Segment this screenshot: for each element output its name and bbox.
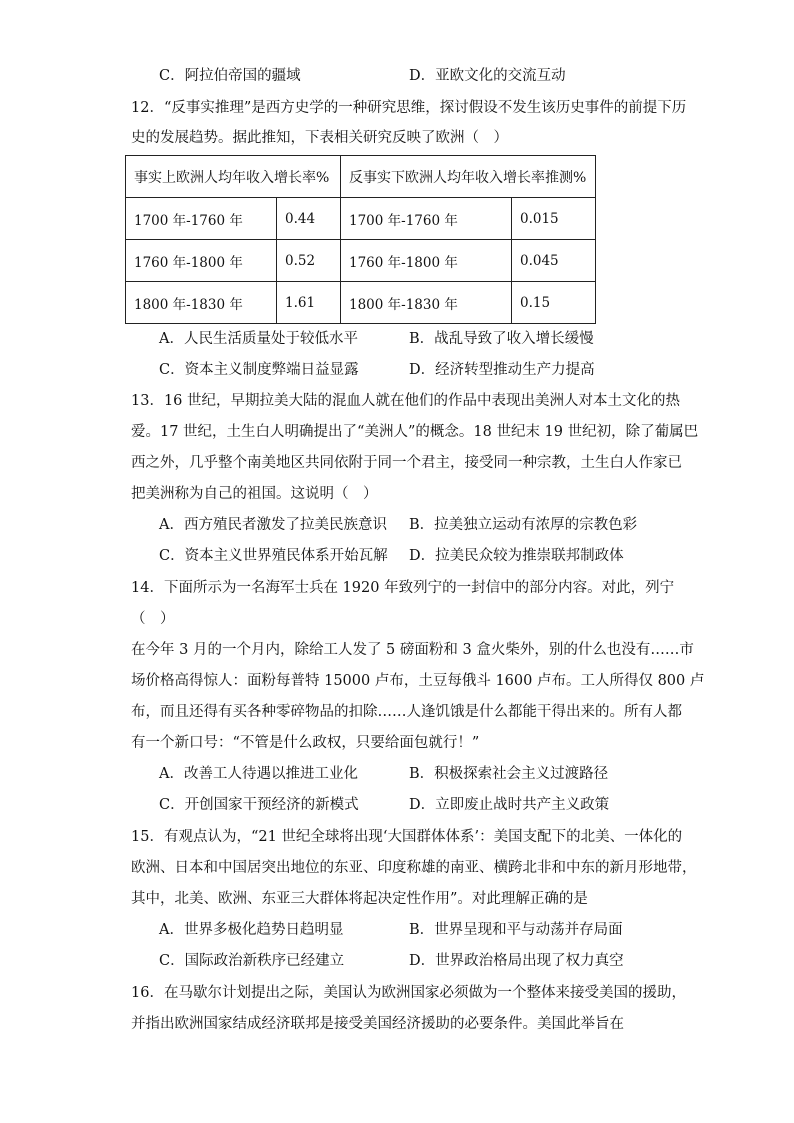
table-cell-value: 0.15 (512, 282, 596, 324)
q14-quote-line-2: 场价格高得惊人：面粉每普特 15000 卢布，土豆每俄斗 1600 卢布。工人所得仅 800 卢 (131, 673, 705, 689)
table-header-row (126, 156, 596, 198)
table-cell-value: 0.045 (512, 240, 596, 282)
q12-option-a[interactable]: A．人民生活质量处于较低水平 (159, 331, 358, 347)
q13-stem-line-4: 把美洲称为自己的祖国。这说明（ ） (131, 486, 378, 502)
q15-option-c[interactable]: C．国际政治新秩序已经建立 (159, 953, 345, 969)
table-cell-period: 1760 年-1800 年 (126, 240, 277, 282)
table-row (126, 282, 596, 324)
q15-stem-line-3: 其中，北美、欧洲、东亚三大群体将起决定性作用”。对此理解正确的是 (131, 891, 588, 907)
q12-option-b[interactable]: B．战乱导致了收入增长缓慢 (409, 331, 594, 347)
q13-stem-line-3: 西之外，几乎整个南美地区共同依附于同一个君主，接受同一种宗教，土生白人作家已 (131, 455, 682, 471)
q14-stem-line-1: 14．下面所示为一名海军士兵在 1920 年致列宁的一封信中的部分内容。对此，列宁 (131, 580, 675, 596)
q14-option-c[interactable]: C．开创国家干预经济的新模式 (159, 797, 359, 813)
q11-option-d[interactable]: D．亚欧文化的交流互动 (409, 68, 566, 84)
table-cell-value: 1.61 (277, 282, 341, 324)
table-cell-period: 1700 年-1760 年 (126, 198, 277, 240)
table-header-counterfactual: 反事实下欧洲人均年收入增长率推测% (341, 156, 596, 198)
q12-option-c[interactable]: C．资本主义制度弊端日益显露 (159, 362, 359, 378)
q15-option-a[interactable]: A．世界多极化趋势日趋明显 (159, 922, 344, 938)
q16-stem-line-1: 16．在马歇尔计划提出之际，美国认为欧洲国家必须做为一个整体来接受美国的援助， (131, 985, 686, 1001)
table-row (126, 198, 596, 240)
q14-quote-line-3: 布，而且还得有买各种零碎物品的扣除……人逢饥饿是什么都能干得出来的。所有人都 (131, 704, 682, 720)
table-cell-period: 1760 年-1800 年 (341, 240, 512, 282)
table-header-factual: 事实上欧洲人均年收入增长率% (126, 156, 341, 198)
table-cell-value: 0.52 (277, 240, 341, 282)
table-cell-period: 1700 年-1760 年 (341, 198, 512, 240)
q13-stem-line-2: 爱。17 世纪，土生白人明确提出了“美洲人”的概念。18 世纪末 19 世纪初，除了葡属巴 (131, 424, 699, 440)
q13-option-c[interactable]: C．资本主义世界殖民体系开始瓦解 (159, 548, 388, 564)
q12-stem-line-2: 史的发展趋势。据此推知，下表相关研究反映了欧洲（ ） (131, 130, 508, 146)
q15-stem-line-1: 15．有观点认为，“21 世纪全球将出现‘大国群体体系’：美国支配下的北美、一体化的 (131, 829, 683, 845)
q13-option-a[interactable]: A．西方殖民者激发了拉美民族意识 (159, 517, 387, 533)
q13-option-d[interactable]: D．拉美民众较为推崇联邦制政体 (409, 548, 624, 564)
q16-stem-line-2: 并指出欧洲国家结成经济联邦是接受美国经济援助的必要条件。美国此举旨在 (131, 1016, 624, 1032)
q15-option-b[interactable]: B．世界呈现和平与动荡并存局面 (409, 922, 623, 938)
q14-quote-line-1: 在今年 3 月的一个月内，除给工人发了 5 磅面粉和 3 盒火柴外，别的什么也没有……市 (131, 642, 694, 658)
q12-income-table (125, 155, 596, 324)
table-cell-value: 0.015 (512, 198, 596, 240)
table-cell-value: 0.44 (277, 198, 341, 240)
q14-stem-line-2: （ ） (131, 611, 175, 627)
table-cell-period: 1800 年-1830 年 (341, 282, 512, 324)
q15-stem-line-2: 欧洲、日本和中国居突出地位的东亚、印度称雄的南亚、横跨北非和中东的新月形地带， (131, 860, 697, 876)
q12-stem-line-1: 12．“反事实推理”是西方史学的一种研究思维，探讨假设不发生该历史事件的前提下历 (131, 100, 687, 116)
q15-option-d[interactable]: D．世界政治格局出现了权力真空 (409, 953, 624, 969)
q13-stem-line-1: 13．16 世纪，早期拉美大陆的混血人就在他们的作品中表现出美洲人对本土文化的热 (131, 393, 681, 409)
q14-option-a[interactable]: A．改善工人待遇以推进工业化 (159, 766, 358, 782)
q11-option-c[interactable]: C．阿拉伯帝国的疆域 (159, 68, 301, 84)
q14-option-d[interactable]: D．立即废止战时共产主义政策 (409, 797, 610, 813)
q12-option-d[interactable]: D．经济转型推动生产力提高 (409, 362, 595, 378)
q14-option-b[interactable]: B．积极探索社会主义过渡路径 (409, 766, 609, 782)
table-cell-period: 1800 年-1830 年 (126, 282, 277, 324)
q14-quote-line-4: 有一个新口号：“不管是什么政权，只要给面包就行！” (131, 735, 480, 751)
q13-option-b[interactable]: B．拉美独立运动有浓厚的宗教色彩 (409, 517, 638, 533)
table-row (126, 240, 596, 282)
